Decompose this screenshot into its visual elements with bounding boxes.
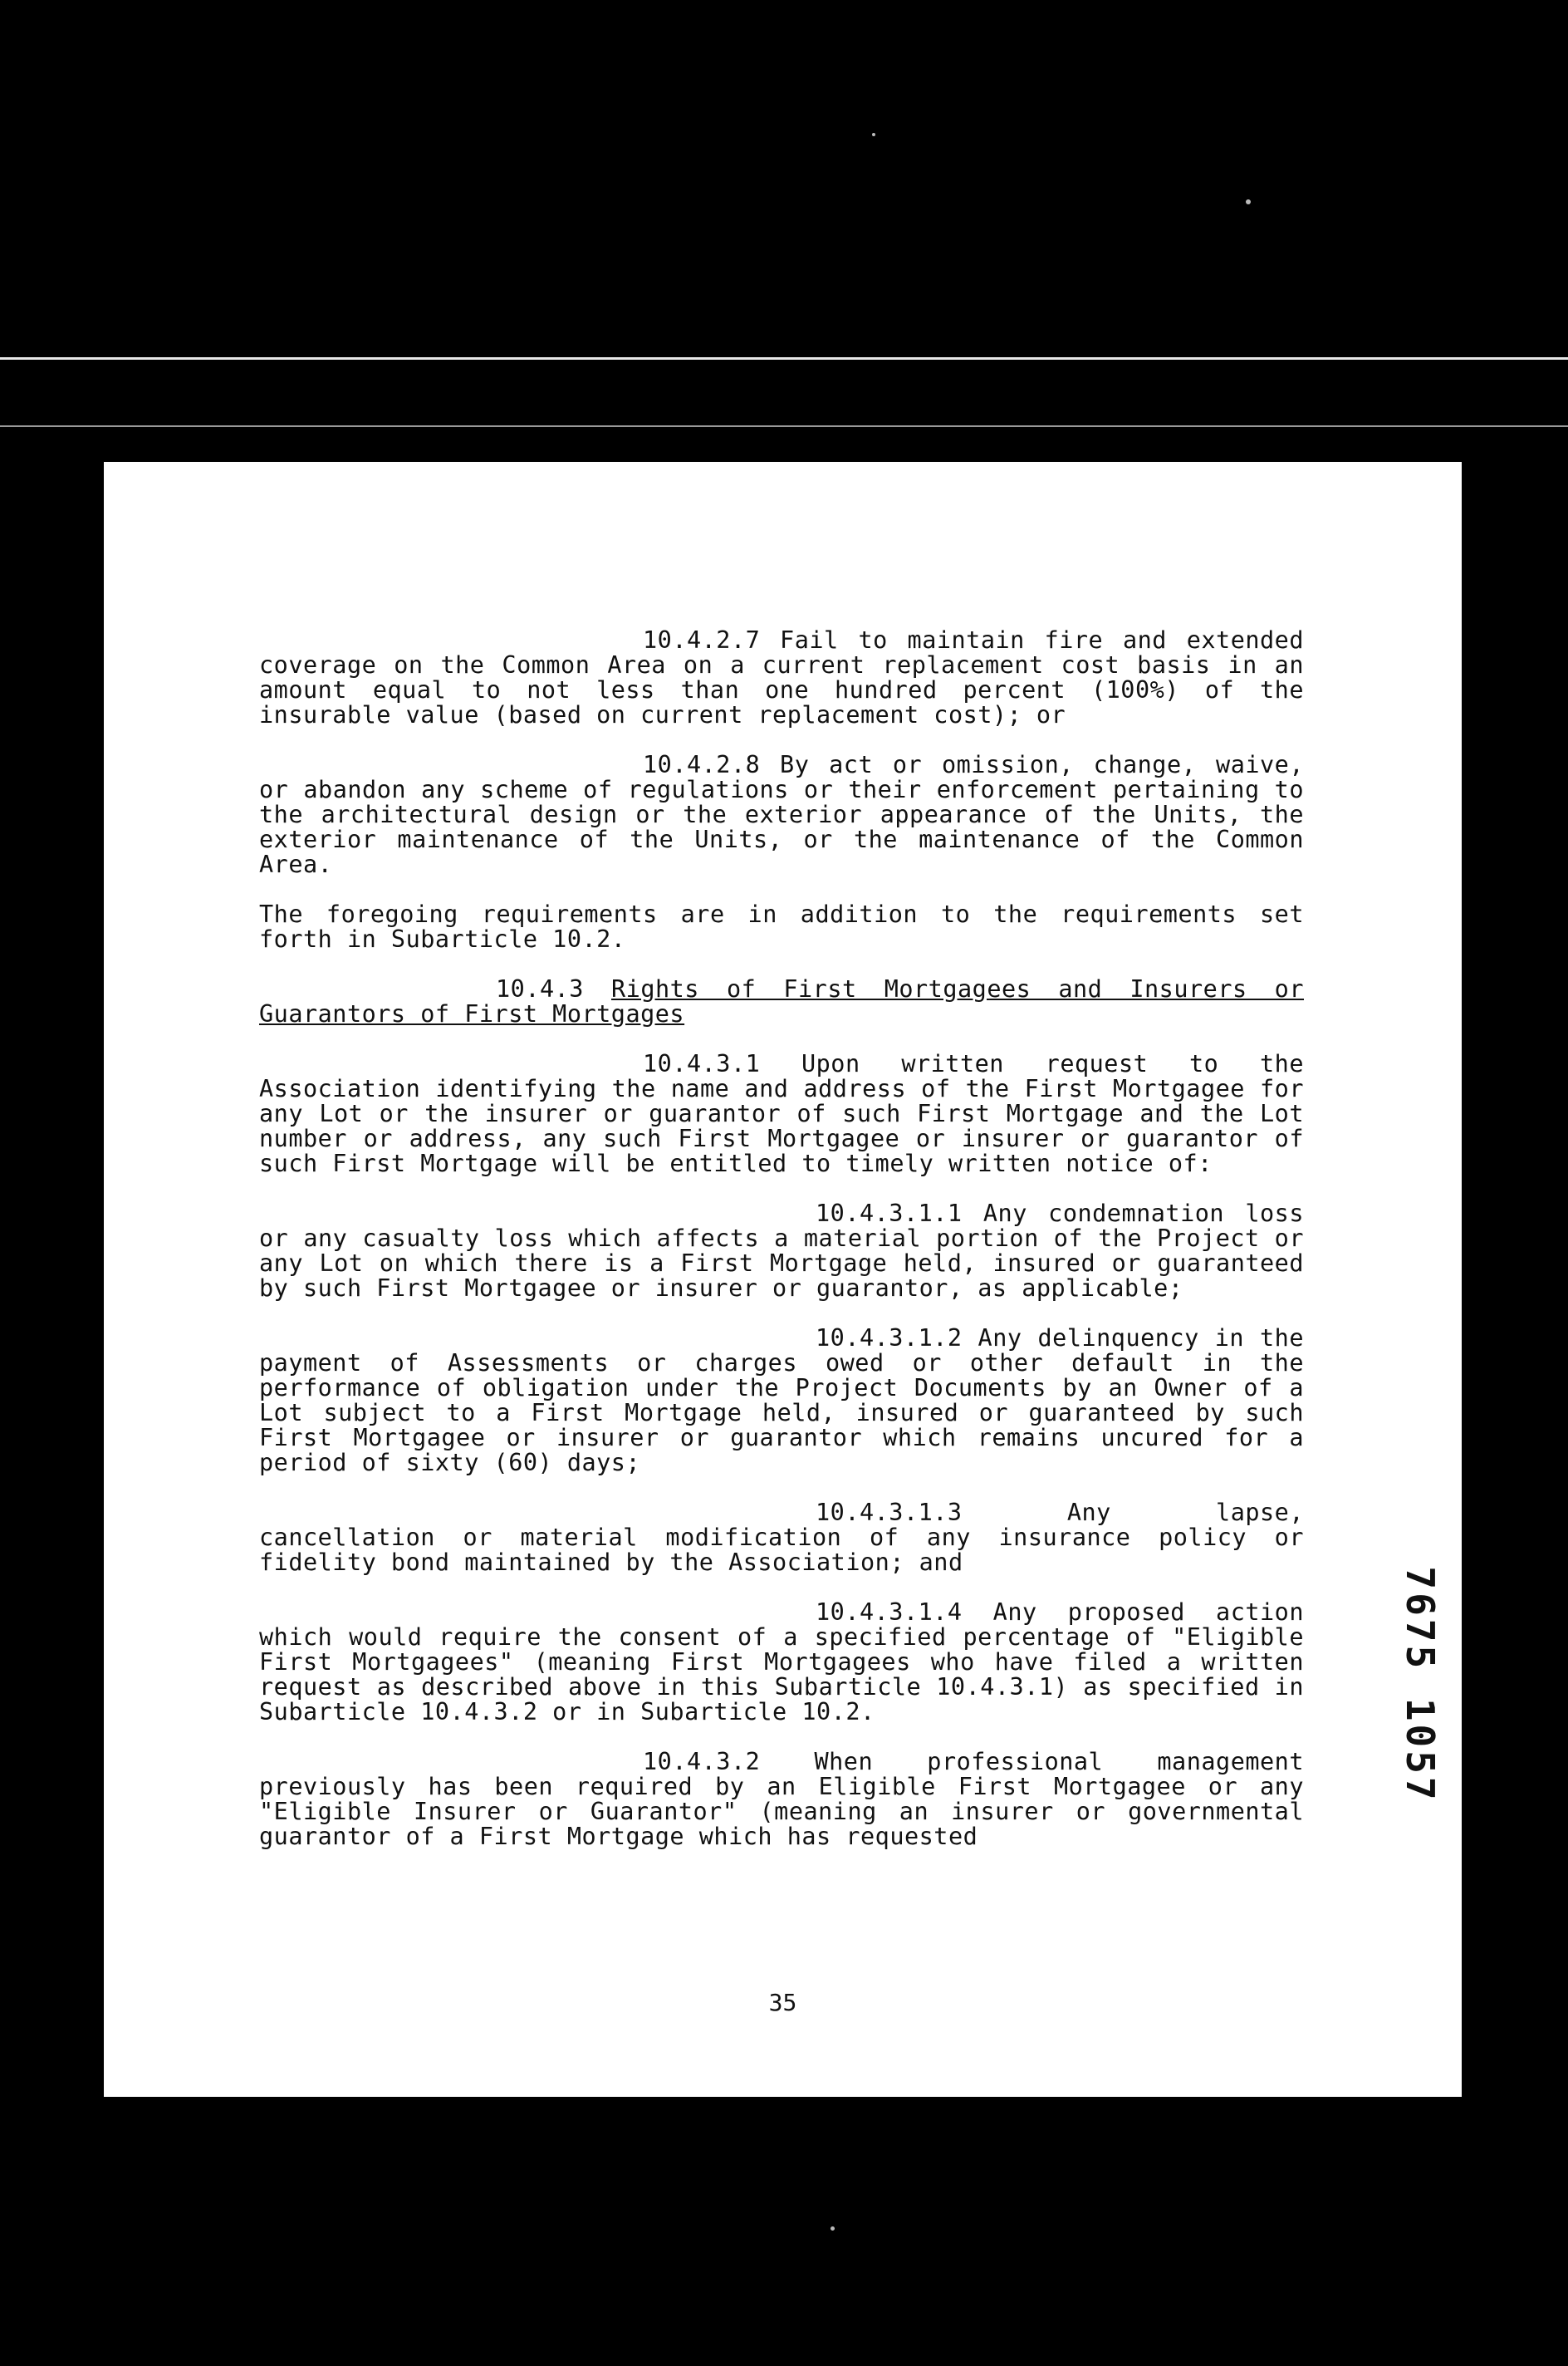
document-body	[259, 628, 1304, 1874]
paragraph-foregoing: The foregoing requirements are in addition to the requirements set forth in Subarticle 10.2.	[259, 901, 1304, 953]
scan-speck	[872, 133, 875, 136]
paragraph-10-4-3-1: 10.4.3.1 Upon written request to the Association identifying the name and address of the First Mortgagee for any Lot or the insurer or guarantor of such First Mortgage and the Lot number or address, any such First Mortgagee or insurer or guarantor of such First Mortgage will be entitled to timely written notice of:	[259, 1050, 1304, 1177]
margin-stamp: 7675 1057	[1398, 1566, 1443, 1804]
paragraph-10-4-3-heading	[259, 977, 1304, 1027]
paragraph-10-4-2-7: 10.4.2.7 Fail to maintain fire and extended coverage on the Common Area on a current replacement cost basis in an amount equal to not less than one hundred percent (100%) of the insurable value (based on current replacement cost); or	[259, 626, 1304, 729]
paragraph-10-4-3-1-1: 10.4.3.1.1 Any condemnation loss or any casualty loss which affects a material portion of the Project or any Lot on which there is a First Mortgage held, insured or guaranteed by such First Mortgagee or insurer or guarantor, as applicable;	[259, 1200, 1304, 1302]
paragraph-10-4-3-1-2: 10.4.3.1.2 Any delinquency in the payment of Assessments or charges owed or other default in the performance of obligation under the Project Documents by an Owner of a Lot subject to a First Mortgage held, insured or guaranteed by such First Mortgagee or insurer or guarantor which remains uncured for a period of sixty (60) days;	[259, 1324, 1304, 1476]
scan-rule-top	[0, 357, 1568, 360]
section-number: 10.4.3	[496, 975, 611, 1003]
paragraph-10-4-3-1-3: 10.4.3.1.3 Any lapse, cancellation or material modification of any insurance policy or fidelity bond maintained by the Association; and	[259, 1499, 1304, 1576]
page-number: 35	[768, 1989, 797, 2016]
document-page	[104, 462, 1462, 2097]
scan-speck	[831, 2226, 835, 2231]
paragraph-10-4-3-1-4: 10.4.3.1.4 Any proposed action which would require the consent of a specified percentage of "Eligible First Mortgagees" (meaning First Mortgagees who have filed a written request as described above in this Subarticle 10.4.3.1) as specified in Subarticle 10.4.3.2 or in Subarticle 10.2.	[259, 1598, 1304, 1725]
scan-rule-bottom	[0, 425, 1568, 427]
paragraph-10-4-3-2: 10.4.3.2 When professional management previously has been required by an Eligible First Mortgagee or any "Eligible Insurer or Guarantor" (meaning an insurer or governmental guarantor of a First Mortgage which has requested	[259, 1748, 1304, 1850]
section-heading: Rights of First Mortgagees and Insurers or Guarantors of First Mortgages	[259, 975, 1304, 1028]
paragraph-10-4-2-8: 10.4.2.8 By act or omission, change, waive, or abandon any scheme of regulations or their enforcement pertaining to the architectural design or the exterior appearance of the Units, the exterior maintenance of the Units, or the maintenance of the Common Area.	[259, 751, 1304, 878]
scan-speck	[1246, 199, 1251, 204]
